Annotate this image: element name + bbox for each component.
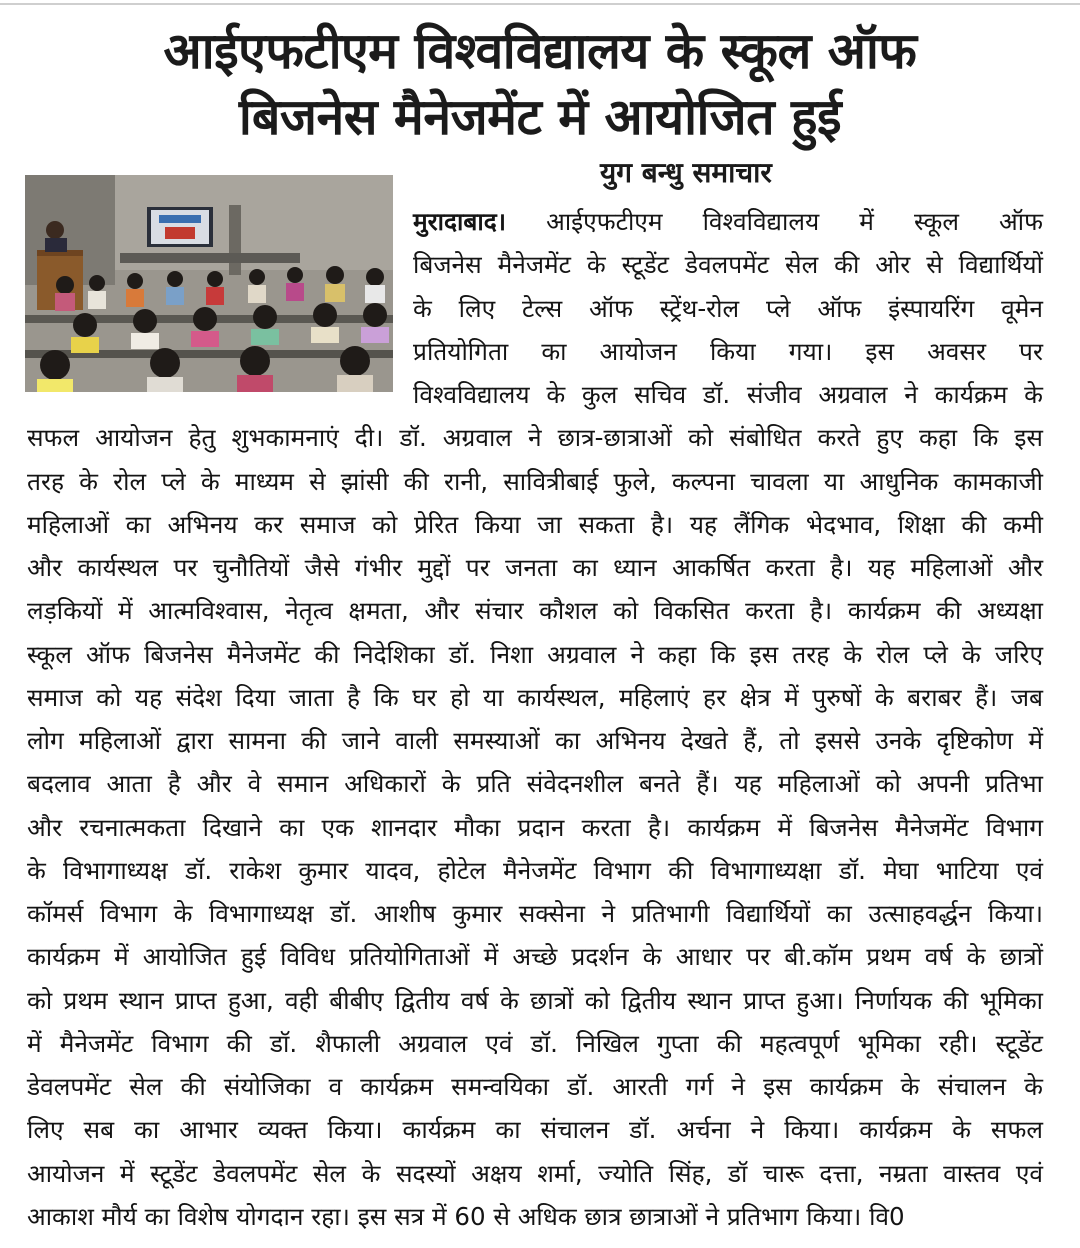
body-line-5: विश्वविद्यालय के कुल सचिव डॉ. संजीव अग्रवाल ने कार्यक्रम के [413, 380, 1043, 409]
body-line-23: आयोजन में स्टूडेंट डेवलपमेंट सेल के सदस्यों अक्षय शर्मा, ज्योति सिंह, डॉ चारू दत्ता, नम्रता वास्तव एवं [27, 1159, 1043, 1188]
body-line-11: स्कूल ऑफ बिजनेस मैनेजमेंट की निदेशिका डॉ. निशा अग्रवाल ने कहा कि इस तरह के रोल प्ले के जरिए [27, 640, 1043, 669]
top-rule [0, 3, 1080, 5]
body-line-6: सफल आयोजन हेतु शुभकामनाएं दी। डॉ. अग्रवाल ने छात्र-छात्राओं को संबोधित करते हुए कहा कि इस [27, 423, 1043, 452]
body-line-21: डेवलपमेंट सेल की संयोजिका व कार्यक्रम समन्वयिका डॉ. आरती गर्ग ने इस कार्यक्रम के संचालन के [27, 1072, 1043, 1101]
body-line-10: लड़कियों में आत्मविश्वास, नेतृत्व क्षमता, और संचार कौशल को विकसित करता है। कार्यक्रम की अध्यक्षा [27, 596, 1043, 625]
headline-line-1: आईएफटीएम विश्वविद्यालय के स्कूल ऑफ [163, 22, 917, 80]
body-line-2: बिजनेस मैनेजमेंट के स्टूडेंट डेवलपमेंट सेल की ओर से विद्यार्थियों [413, 250, 1043, 279]
body-line-4: प्रतियोगिता का आयोजन किया गया। इस अवसर पर [413, 337, 1043, 366]
body-line-14: बदलाव आता है और वे समान अधिकारों के प्रति संवेदनशील बनते हैं। यह महिलाओं को अपनी प्रतिभा [27, 769, 1043, 798]
body-line-15: और रचनात्मकता दिखाने का एक शानदार मौका प्रदान करता है। कार्यक्रम में बिजनेस मैनेजमेंट विभाग [27, 813, 1043, 842]
body-text-segment: आईएफटीएम विश्वविद्यालय में स्कूल ऑफ [506, 207, 1043, 236]
body-line-17: कॉमर्स विभाग के विभागाध्यक्ष डॉ. आशीष कुमार सक्सेना ने प्रतिभागी विद्यार्थियों का उत्साहवर्द्धन किया। [27, 899, 1043, 928]
body-line-8: महिलाओं का अभिनय कर समाज को प्रेरित किया जा सकता है। यह लैंगिक भेदभाव, शिक्षा की कमी [27, 510, 1043, 539]
body-line-22: लिए सब का आभार व्यक्त किया। कार्यक्रम का संचालन डॉ. अर्चना ने किया। कार्यक्रम के सफल [27, 1115, 1043, 1144]
body-line-19: को प्रथम स्थान प्राप्त हुआ, वही बीबीए द्वितीय वर्ष के छात्रों को द्वितीय स्थान प्राप्त हुआ। निर्णायक की भूमिका [27, 986, 1043, 1015]
body-line-3: के लिए टेल्स ऑफ स्ट्रेंथ-रोल प्ले ऑफ इंस्पायरिंग वूमेन [413, 294, 1043, 323]
body-line-12: समाज को यह संदेश दिया जाता है कि घर हो या कार्यस्थल, महिलाएं हर क्षेत्र में पुरुषों के बराबर हैं। जब [27, 683, 1043, 712]
dateline: मुरादाबाद। [413, 207, 507, 236]
body-line-7: तरह के रोल प्ले के माध्यम से झांसी की रानी, सावित्रीबाई फुले, कल्पना चावला या आधुनिक कामकाजी [27, 467, 1043, 496]
body-line-1 [413, 205, 1043, 238]
classroom-photo-illustration [25, 175, 393, 392]
body-line-13: लोग महिलाओं द्वारा सामना की जाने वाली समस्याओं का अभिनय देखते हैं, तो इससे उनके दृष्टिकोण में [27, 726, 1043, 755]
body-line-20: में मैनेजमेंट विभाग की डॉ. शैफाली अग्रवाल एवं डॉ. निखिल गुप्ता की महत्वपूर्ण भूमिका रही। स्टूडेंट [27, 1029, 1043, 1058]
body-line-18: कार्यक्रम में आयोजित हुई विविध प्रतियोगिताओं में अच्छे प्रदर्शन के आधार पर बी.कॉम प्रथम वर्ष के छात्रों [27, 942, 1043, 971]
body-line-16: के विभागाध्यक्ष डॉ. राकेश कुमार यादव, होटेल मैनेजमेंट विभाग की विभागाध्यक्षा डॉ. मेघा भाटिया एवं [27, 856, 1043, 885]
headline-line-2: बिजनेस मैनेजमेंट में आयोजित हुई [238, 88, 842, 146]
byline: युग बन्धु समाचार [600, 156, 772, 189]
body-line-9: और कार्यस्थल पर चुनौतियों जैसे गंभीर मुद्दों पर जनता का ध्यान आकर्षित करता है। यह महिलाओं और [27, 553, 1043, 582]
event-photo [25, 175, 393, 392]
body-line-24: आकाश मौर्य का विशेष योगदान रहा। इस सत्र में 60 से अधिक छात्र छात्राओं ने प्रतिभाग किया। वि0 [27, 1202, 905, 1231]
